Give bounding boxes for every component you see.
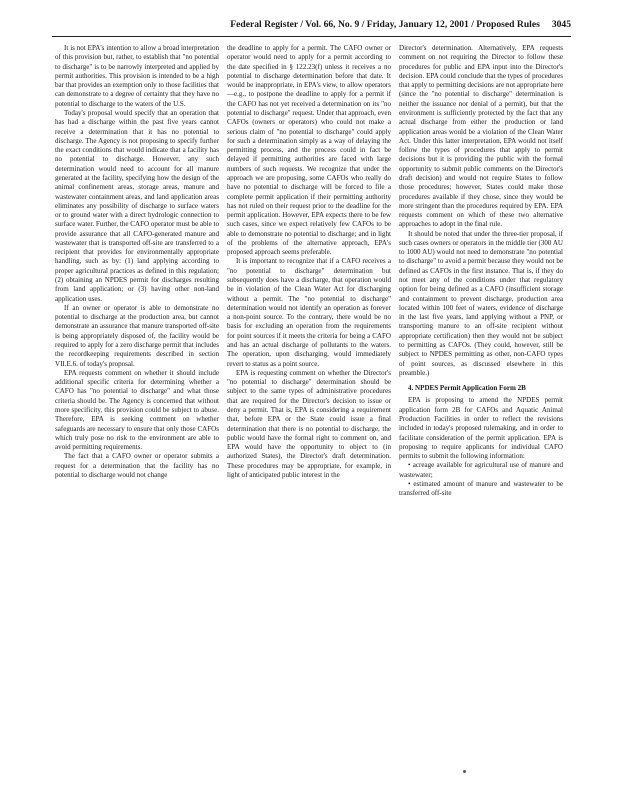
bullet-item: • estimated amount of manure and wastewater to be transferred off-site	[399, 479, 563, 498]
paragraph: It should be noted that under the three-tier proposal, if such cases owners or operators in the middle tier (300 AU to 1000 AU) would not need to demonstrate "no potential to discharge" to avoid a permit because they would not be defined as CAFOs in the first instance. That is, if they do not meet any of the conditions under that regulatory option for being defined as a CAFO (insufficient storage and containment to prevent discharge, production area located within 100 feet of waters, evidence of discharge in the last five years, land applying without a PNP, or transporting manure to an off-site recipient without appropriate certification) then they would not be subject to permitting as CAFOs. (They could, however, still be subject to NPDES permitting as other, non-CAFO types of point sources, as discussed elsewhere in this preamble.)	[399, 229, 563, 377]
paragraph: It is not EPA's intention to allow a broad interpretation of this provision but, rather, to establish that "no potential to discharge" is to be narrowly interpreted and applied by permit authorities. This provision is intended to be a high bar that provides an exemption only to those facilities that can demonstrate to a degree of certainty that they have no potential to discharge to the waters of the U.S.	[55, 44, 219, 108]
section-heading: 4. NPDES Permit Application Form 2B	[408, 384, 526, 393]
paragraph: the deadline to apply for a permit. The CAFO owner or operator would need to apply for a permit according to the date specified in § 122.23(f) unless it receives a no potential to discharge determination before that date. It would be inappropriate, in EPA's view, to allow operators—e.g., to postpone the deadline to apply for a permit if the CAFO has not yet received a determination on its "no potential to discharge" request. Under that approach, even CAFOs (owners or operators) who could not make a serious claim of "no potential to discharge" could apply for such a determination simply as a way of delaying the permitting process, and the process could in fact be delayed if permitting authorities are faced with large numbers of such requests. We recognize that under the approach we are proposing, some CAFOs who really do have no potential to discharge will be forced to file a complete permit application if their permitting authority has not ruled on their request prior to the deadline for the permit application. However, EPA expects there to be few such cases, since we expect relatively few CAFOs to be able to demonstrate no potential to discharge; and in light of the problems of the alternative approach, EPA's proposed approach seems preferable.	[227, 44, 391, 257]
column-2	[227, 44, 391, 480]
paragraph: The fact that a CAFO owner or operator submits a request for a determination that the facility has no potential to discharge would not change	[55, 452, 219, 479]
column-3	[399, 44, 563, 499]
bullet-item: • acreage available for agricultural use of manure and wastewater;	[399, 461, 563, 479]
header-rule	[52, 36, 571, 37]
paragraph: It is important to recognize that if a CAFO receives a "no potential to discharge" determination but subsequently does have a discharge, that operation would be in violation of the Clean Water Act for discharging without a permit. The "no potential to discharge" determination would not identify an operation as forever a non-point source. To the contrary, there would be no basis for excluding an operation from the requirements for point sources if it meets the criteria for being a CAFO and has an actual discharge of pollutants to the waters. The operation, upon discharging, would immediately revert to status as a point source.	[227, 257, 391, 368]
page-header	[52, 19, 571, 35]
paragraph: EPA is requesting comment on whether the Director's "no potential to discharge" determination should be subject to the same types of administrative procedures that are required for the Director's decision to issue or deny a permit. That is, EPA is considering a requirement that, before EPA or the State could issue a final determination that there is no potential to discharge, the public would have the formal right to comment on, and EPA would have the opportunity to object to (in authorized States), the Director's draft determination. These procedures may be appropriate, for example, in light of anticipated public interest in the	[227, 368, 391, 479]
paragraph: EPA requests comment on whether it should include additional specific criteria for determining whether a CAFO has "no potential to discharge" and what those criteria should be. The Agency is concerned that without more specificity, this provision could be subject to abuse. Therefore, EPA is seeking comment on whether safeguards are necessary to ensure that only those CAFOs which truly pose no risk to the environment are able to avoid permitting requirements.	[55, 368, 219, 452]
running-head: Federal Register / Vol. 66, No. 9 / Friday, January 12, 2001 / Proposed Rules 3045	[230, 19, 571, 30]
paragraph: If an owner or operator is able to demonstrate no potential to discharge at the production area, but cannot demonstrate an assurance that manure transported off-site is being appropriately disposed of, the facility would be required to apply for a zero discharge permit that includes the recordkeeping requirements described in section VII.E.6. of today's proposal.	[55, 303, 219, 368]
paragraph: Today's proposal would specify that an operation that has had a discharge within the past five years cannot receive a determination that it has no potential to discharge. The Agency is not proposing to specify further the exact conditions that would indicate that a facility has no potential to discharge. However, any such determination would need to account for all manure generated at the facility, specifying how the design of the animal confinement areas, storage areas, manure and wastewater containment areas, and land application areas eliminates any possibility of discharge to surface waters or to ground water with a direct hydrologic connection to surface water. Further, the CAFO operator must be able to provide assurance that all CAFO-generated manure and wastewater that is transported off-site are transferred to a recipient that provides for environmentally appropriate handling, such as by: (1) land applying according to proper agricultural practices as defined in this regulation; (2) obtaining an NPDES permit for discharges resulting from land application; or (3) having other non-land application uses.	[55, 108, 219, 303]
paragraph: Director's determination. Alternatively, EPA requests comment on not requiring the Director to follow these procedures for public and EPA input into the Director's decision. EPA could conclude that the types of procedures that apply to permitting decisions are not appropriate here (since the "no potential to discharge" determination is neither the issuance nor denial of a permit), but that the environment is sufficiently protected by the fact that any actual discharge from either the production or land application areas would be a violation of the Clean Water Act. Under this latter interpretation, EPA would not itself follow the types of procedures that apply to permit decisions but it is providing the public with the formal opportunity to submit public comments on the Director's draft decision) and would not require States to follow those procedures; however, States could make those procedures available if they chose, since they would be more stringent than the procedures required by EPA. EPA requests comment on which of these two alternative approaches to adopt in the final rule.	[399, 44, 563, 229]
page-number: 3045	[551, 19, 571, 30]
page-speck	[463, 770, 466, 773]
column-1	[55, 44, 219, 480]
paragraph: EPA is proposing to amend the NPDES permit application form 2B for CAFOs and Aquatic Animal Production Facilities in order to reflect the revisions included in today's proposed rulemaking, and in order to facilitate consideration of the permit application. EPA is proposing to require applicants for individual CAFO permits to submit the following information:	[399, 396, 563, 461]
